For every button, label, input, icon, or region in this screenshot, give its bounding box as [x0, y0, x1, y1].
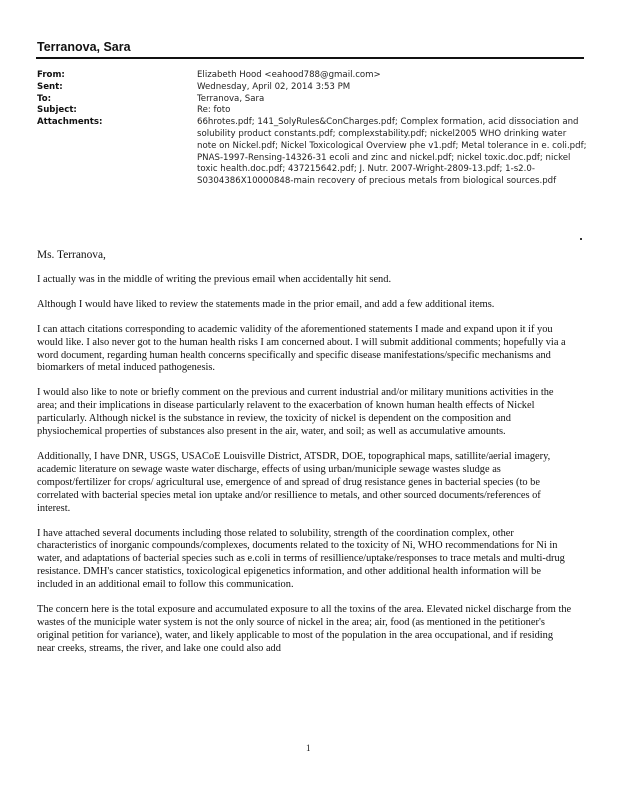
email-header-fields	[37, 70, 587, 188]
mailbox-owner-name: Terranova, Sara	[37, 40, 131, 54]
subject-row	[37, 105, 587, 117]
attachments-value: 66hrotes.pdf; 141_SolyRules&ConCharges.pdf; Complex formation, acid dissociation and solubility product constants.pdf; complexstability.pdf; nickel2005 WHO drinking water note on Nickel.pdf; Nickel Toxicological Overview phe v1.pdf; Metal tolerance in e. coli.pdf; PNAS-1997-Rensing-14326-31 ecoli and zinc and nickel.pdf; nickel toxic.doc.pdf; nickel toxic health.doc.pdf; 437215642.pdf; J. Nutr. 2007-Wright-2809-13.pdf; 1-s2.0-S0304386X10000848-main recovery of precious metals from biological sources.pdf	[197, 117, 587, 187]
body-paragraph: Additionally, I have DNR, USGS, USACoE Louisville District, ATSDR, DOE, topographical maps, satillite/aerial imagery, academic literature on sewage waste water discharge, effects of using urban/municiple sewage wastes sludge as compost/fertilizer for crops/ agricultural use, emergence of and spread of drug resistance genes in bacterial species (to be correlated with bacterial species metal ion uptake and/or resillience to metals, and other sourced documents/references of interest.	[37, 450, 551, 514]
scan-speck	[580, 238, 582, 240]
greeting: Ms. Terranova,	[37, 249, 106, 261]
subject-label: Subject:	[37, 105, 77, 116]
from-value: Elizabeth Hood <eahood788@gmail.com>	[197, 70, 381, 80]
body-paragraph: I actually was in the middle of writing the previous email when accidentally hit send.	[37, 273, 392, 285]
page-number: 1	[306, 743, 311, 753]
sent-row	[37, 82, 587, 94]
sent-label: Sent:	[37, 81, 63, 92]
body-paragraph: The concern here is the total exposure and accumulated exposure to all the toxins of the area. Elevated nickel discharge from the wastes of the municiple water system is not the only source of nickel in the area; air, food (as mentioned in the petitioner's original petition for variance), water, and likely applicable to most of the population in the area occupational, and if residing near creeks, streams, the river, and lake one could also add	[37, 604, 572, 654]
body-paragraph: I have attached several documents including those related to solubility, strength of the coordination complex, other characteristics of inorganic compounds/complexes, documents related to the toxicity of Ni, WHO recommendations for Ni in water, and adaptations of bacterial species such as e.coli in terms of resillience/uptake/responses to trace metals and multi-drug resistance. DMH's cancer statistics, toxicological epigenetics information, and other additional health information will be included in an additional email to follow this communication.	[37, 527, 565, 591]
to-row	[37, 94, 587, 106]
to-value: Terranova, Sara	[197, 93, 265, 104]
sent-value: Wednesday, April 02, 2014 3:53 PM	[197, 81, 351, 92]
attachments-row	[37, 117, 587, 188]
body-paragraph: I would also like to note or briefly comment on the previous and current industrial and/or military munitions activities in the area; and their implications in disease particularly relavent to the exacerbation of known human health effects of Nickel particularly. Although nickel is the substance in review, the toxicity of nickel is dependent on the composition and physiochemical properties of substances also present in the air, water, and soil; as well as accumulative amounts.	[37, 387, 554, 438]
body-paragraph: Although I would have liked to review the statements made in the prior email, and add a few additional items.	[37, 298, 495, 310]
attachments-label: Attachments:	[37, 117, 103, 128]
to-label: To:	[37, 93, 52, 104]
email-body	[37, 249, 573, 668]
subject-value: Re: foto	[197, 105, 231, 116]
from-row	[37, 70, 587, 82]
body-paragraph: I can attach citations corresponding to academic validity of the aforementioned statements I made and expand upon it if you would like. I also never got to the human health risks I am concerned about. I will submit additional comments; hopefully via a word document, regarding human health concerns specifically and specific disease manifestations/specific mechanisms and biomarkers of metal induced pathogenesis.	[37, 323, 566, 374]
header-divider	[36, 57, 584, 59]
from-label: From:	[37, 70, 65, 80]
